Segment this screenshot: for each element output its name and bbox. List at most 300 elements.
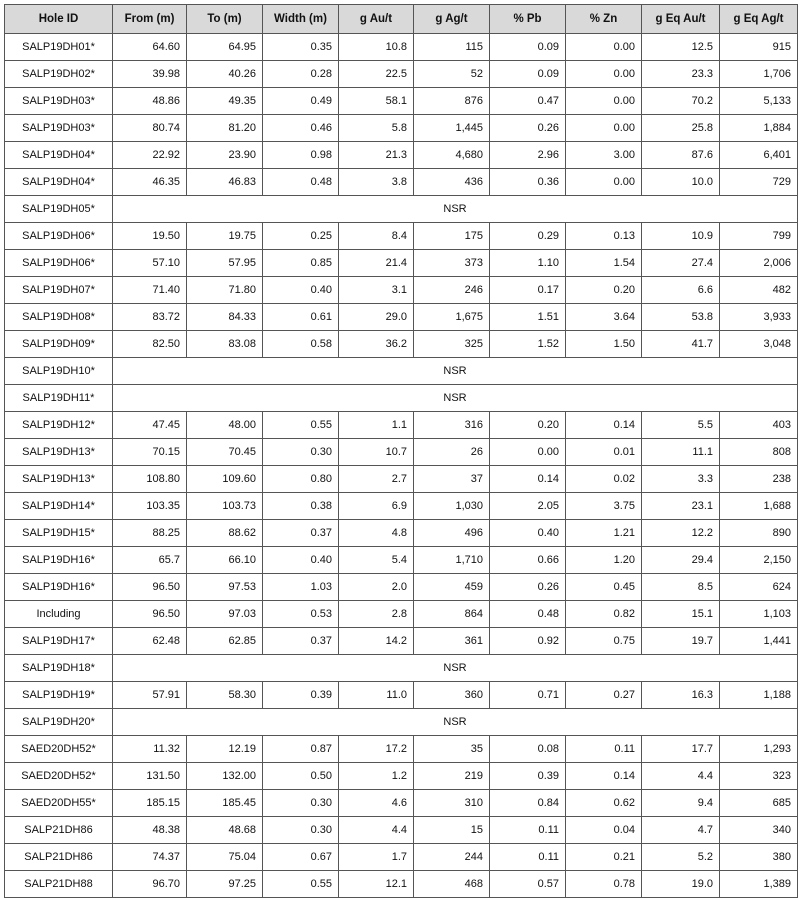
- value-cell: 22.92: [113, 142, 187, 169]
- value-cell: 6.6: [642, 277, 720, 304]
- col-header-pb: % Pb: [490, 5, 566, 34]
- value-cell: 0.57: [490, 871, 566, 898]
- value-cell: 0.48: [490, 601, 566, 628]
- value-cell: 1,389: [720, 871, 798, 898]
- value-cell: 5.2: [642, 844, 720, 871]
- value-cell: 0.01: [566, 439, 642, 466]
- value-cell: 1,445: [414, 115, 490, 142]
- value-cell: 64.60: [113, 34, 187, 61]
- value-cell: 1.52: [490, 331, 566, 358]
- hole-id-cell: SALP19DH15*: [5, 520, 113, 547]
- hole-id-cell: SALP19DH05*: [5, 196, 113, 223]
- value-cell: 1.50: [566, 331, 642, 358]
- hole-id-cell: SALP19DH02*: [5, 61, 113, 88]
- value-cell: 5.5: [642, 412, 720, 439]
- value-cell: 1.54: [566, 250, 642, 277]
- value-cell: 53.8: [642, 304, 720, 331]
- hole-id-cell: SALP19DH09*: [5, 331, 113, 358]
- value-cell: 238: [720, 466, 798, 493]
- value-cell: 3.1: [339, 277, 414, 304]
- value-cell: 0.11: [566, 736, 642, 763]
- value-cell: 0.26: [490, 115, 566, 142]
- value-cell: 0.67: [263, 844, 339, 871]
- value-cell: 0.40: [263, 547, 339, 574]
- value-cell: 70.15: [113, 439, 187, 466]
- table-row: [5, 763, 798, 790]
- value-cell: 436: [414, 169, 490, 196]
- hole-id-cell: SALP19DH13*: [5, 466, 113, 493]
- value-cell: 39.98: [113, 61, 187, 88]
- hole-id-cell: SALP19DH07*: [5, 277, 113, 304]
- value-cell: 0.92: [490, 628, 566, 655]
- value-cell: 0.30: [263, 439, 339, 466]
- value-cell: 97.25: [187, 871, 263, 898]
- value-cell: 12.19: [187, 736, 263, 763]
- value-cell: 16.3: [642, 682, 720, 709]
- value-cell: 729: [720, 169, 798, 196]
- table-row: [5, 412, 798, 439]
- table-row: [5, 304, 798, 331]
- hole-id-cell: SAED20DH52*: [5, 736, 113, 763]
- hole-id-cell: SALP19DH06*: [5, 223, 113, 250]
- hole-id-cell: SALP21DH86: [5, 844, 113, 871]
- value-cell: 0.40: [490, 520, 566, 547]
- value-cell: 2.0: [339, 574, 414, 601]
- table-row: [5, 520, 798, 547]
- value-cell: 12.1: [339, 871, 414, 898]
- value-cell: 0.55: [263, 412, 339, 439]
- value-cell: 6,401: [720, 142, 798, 169]
- value-cell: 47.45: [113, 412, 187, 439]
- value-cell: 799: [720, 223, 798, 250]
- value-cell: 4.8: [339, 520, 414, 547]
- value-cell: 316: [414, 412, 490, 439]
- value-cell: 46.35: [113, 169, 187, 196]
- value-cell: 83.72: [113, 304, 187, 331]
- value-cell: 1,293: [720, 736, 798, 763]
- value-cell: 361: [414, 628, 490, 655]
- value-cell: 0.49: [263, 88, 339, 115]
- col-header-eq-au: g Eq Au/t: [642, 5, 720, 34]
- table-row: [5, 277, 798, 304]
- nsr-cell: NSR: [113, 709, 798, 736]
- value-cell: 115: [414, 34, 490, 61]
- value-cell: 0.87: [263, 736, 339, 763]
- value-cell: 37: [414, 466, 490, 493]
- value-cell: 40.26: [187, 61, 263, 88]
- value-cell: 81.20: [187, 115, 263, 142]
- value-cell: 57.10: [113, 250, 187, 277]
- value-cell: 103.73: [187, 493, 263, 520]
- table-row: [5, 628, 798, 655]
- hole-id-cell: SALP19DH03*: [5, 115, 113, 142]
- value-cell: 15: [414, 817, 490, 844]
- value-cell: 10.9: [642, 223, 720, 250]
- hole-id-cell: SALP21DH88: [5, 871, 113, 898]
- hole-id-cell: SAED20DH52*: [5, 763, 113, 790]
- value-cell: 4.4: [339, 817, 414, 844]
- value-cell: 131.50: [113, 763, 187, 790]
- value-cell: 0.66: [490, 547, 566, 574]
- value-cell: 48.00: [187, 412, 263, 439]
- value-cell: 21.3: [339, 142, 414, 169]
- value-cell: 1.20: [566, 547, 642, 574]
- value-cell: 373: [414, 250, 490, 277]
- value-cell: 27.4: [642, 250, 720, 277]
- value-cell: 48.38: [113, 817, 187, 844]
- value-cell: 1,030: [414, 493, 490, 520]
- value-cell: 1.2: [339, 763, 414, 790]
- value-cell: 71.80: [187, 277, 263, 304]
- value-cell: 0.48: [263, 169, 339, 196]
- table-body: [5, 34, 798, 898]
- hole-id-cell: SALP19DH13*: [5, 439, 113, 466]
- col-header-au: g Au/t: [339, 5, 414, 34]
- value-cell: 0.14: [490, 466, 566, 493]
- value-cell: 1,675: [414, 304, 490, 331]
- value-cell: 70.2: [642, 88, 720, 115]
- table-row: [5, 169, 798, 196]
- value-cell: 2,006: [720, 250, 798, 277]
- table-row: [5, 817, 798, 844]
- value-cell: 22.5: [339, 61, 414, 88]
- value-cell: 0.21: [566, 844, 642, 871]
- value-cell: 80.74: [113, 115, 187, 142]
- value-cell: 2.96: [490, 142, 566, 169]
- hole-id-cell: SALP19DH19*: [5, 682, 113, 709]
- value-cell: 0.29: [490, 223, 566, 250]
- value-cell: 0.13: [566, 223, 642, 250]
- value-cell: 58.1: [339, 88, 414, 115]
- col-header-ag: g Ag/t: [414, 5, 490, 34]
- col-header-zn: % Zn: [566, 5, 642, 34]
- value-cell: 246: [414, 277, 490, 304]
- table-row: [5, 844, 798, 871]
- table-row: [5, 358, 798, 385]
- value-cell: 0.36: [490, 169, 566, 196]
- hole-id-cell: Including: [5, 601, 113, 628]
- value-cell: 10.0: [642, 169, 720, 196]
- value-cell: 132.00: [187, 763, 263, 790]
- hole-id-cell: SAED20DH55*: [5, 790, 113, 817]
- table-row: [5, 196, 798, 223]
- value-cell: 74.37: [113, 844, 187, 871]
- value-cell: 0.71: [490, 682, 566, 709]
- value-cell: 0.26: [490, 574, 566, 601]
- value-cell: 2.7: [339, 466, 414, 493]
- value-cell: 19.7: [642, 628, 720, 655]
- value-cell: 11.32: [113, 736, 187, 763]
- value-cell: 8.4: [339, 223, 414, 250]
- value-cell: 75.04: [187, 844, 263, 871]
- value-cell: 58.30: [187, 682, 263, 709]
- hole-id-cell: SALP21DH86: [5, 817, 113, 844]
- value-cell: 71.40: [113, 277, 187, 304]
- value-cell: 3.00: [566, 142, 642, 169]
- value-cell: 482: [720, 277, 798, 304]
- value-cell: 0.37: [263, 520, 339, 547]
- value-cell: 10.7: [339, 439, 414, 466]
- table-row: [5, 709, 798, 736]
- value-cell: 23.3: [642, 61, 720, 88]
- value-cell: 360: [414, 682, 490, 709]
- value-cell: 48.86: [113, 88, 187, 115]
- table-row: [5, 466, 798, 493]
- table-row: [5, 574, 798, 601]
- value-cell: 0.98: [263, 142, 339, 169]
- value-cell: 1.7: [339, 844, 414, 871]
- value-cell: 96.50: [113, 601, 187, 628]
- value-cell: 4,680: [414, 142, 490, 169]
- value-cell: 35: [414, 736, 490, 763]
- value-cell: 808: [720, 439, 798, 466]
- value-cell: 0.45: [566, 574, 642, 601]
- nsr-cell: NSR: [113, 385, 798, 412]
- hole-id-cell: SALP19DH16*: [5, 574, 113, 601]
- value-cell: 310: [414, 790, 490, 817]
- value-cell: 21.4: [339, 250, 414, 277]
- table-row: [5, 547, 798, 574]
- value-cell: 380: [720, 844, 798, 871]
- value-cell: 0.00: [566, 169, 642, 196]
- value-cell: 0.09: [490, 34, 566, 61]
- value-cell: 403: [720, 412, 798, 439]
- hole-id-cell: SALP19DH12*: [5, 412, 113, 439]
- value-cell: 0.53: [263, 601, 339, 628]
- value-cell: 1,688: [720, 493, 798, 520]
- value-cell: 1.1: [339, 412, 414, 439]
- value-cell: 468: [414, 871, 490, 898]
- value-cell: 109.60: [187, 466, 263, 493]
- table-row: [5, 871, 798, 898]
- hole-id-cell: SALP19DH03*: [5, 88, 113, 115]
- value-cell: 66.10: [187, 547, 263, 574]
- value-cell: 0.55: [263, 871, 339, 898]
- value-cell: 1.10: [490, 250, 566, 277]
- hole-id-cell: SALP19DH10*: [5, 358, 113, 385]
- hole-id-cell: SALP19DH17*: [5, 628, 113, 655]
- hole-id-cell: SALP19DH01*: [5, 34, 113, 61]
- value-cell: 17.7: [642, 736, 720, 763]
- value-cell: 0.62: [566, 790, 642, 817]
- hole-id-cell: SALP19DH04*: [5, 142, 113, 169]
- value-cell: 88.25: [113, 520, 187, 547]
- col-header-from: From (m): [113, 5, 187, 34]
- value-cell: 685: [720, 790, 798, 817]
- value-cell: 12.5: [642, 34, 720, 61]
- value-cell: 62.85: [187, 628, 263, 655]
- table-row: [5, 88, 798, 115]
- value-cell: 219: [414, 763, 490, 790]
- value-cell: 624: [720, 574, 798, 601]
- value-cell: 57.95: [187, 250, 263, 277]
- value-cell: 1,188: [720, 682, 798, 709]
- value-cell: 323: [720, 763, 798, 790]
- value-cell: 0.11: [490, 844, 566, 871]
- value-cell: 29.4: [642, 547, 720, 574]
- value-cell: 64.95: [187, 34, 263, 61]
- value-cell: 88.62: [187, 520, 263, 547]
- value-cell: 19.50: [113, 223, 187, 250]
- value-cell: 97.53: [187, 574, 263, 601]
- value-cell: 185.15: [113, 790, 187, 817]
- table-row: [5, 439, 798, 466]
- hole-id-cell: SALP19DH16*: [5, 547, 113, 574]
- value-cell: 0.17: [490, 277, 566, 304]
- drill-results-table: [4, 4, 798, 898]
- col-header-width: Width (m): [263, 5, 339, 34]
- value-cell: 1.21: [566, 520, 642, 547]
- table-row: [5, 385, 798, 412]
- value-cell: 0.39: [263, 682, 339, 709]
- value-cell: 0.20: [566, 277, 642, 304]
- value-cell: 1,441: [720, 628, 798, 655]
- value-cell: 0.20: [490, 412, 566, 439]
- value-cell: 11.1: [642, 439, 720, 466]
- table-row: [5, 736, 798, 763]
- value-cell: 5,133: [720, 88, 798, 115]
- value-cell: 0.61: [263, 304, 339, 331]
- value-cell: 915: [720, 34, 798, 61]
- value-cell: 3.3: [642, 466, 720, 493]
- table-row: [5, 790, 798, 817]
- hole-id-cell: SALP19DH06*: [5, 250, 113, 277]
- value-cell: 876: [414, 88, 490, 115]
- table-row: [5, 223, 798, 250]
- hole-id-cell: SALP19DH04*: [5, 169, 113, 196]
- value-cell: 12.2: [642, 520, 720, 547]
- value-cell: 26: [414, 439, 490, 466]
- value-cell: 49.35: [187, 88, 263, 115]
- value-cell: 0.00: [566, 115, 642, 142]
- value-cell: 4.7: [642, 817, 720, 844]
- value-cell: 48.68: [187, 817, 263, 844]
- value-cell: 0.46: [263, 115, 339, 142]
- value-cell: 0.00: [566, 61, 642, 88]
- value-cell: 23.90: [187, 142, 263, 169]
- value-cell: 0.00: [566, 34, 642, 61]
- value-cell: 5.4: [339, 547, 414, 574]
- nsr-cell: NSR: [113, 196, 798, 223]
- header-row: [5, 5, 798, 34]
- table-row: [5, 331, 798, 358]
- value-cell: 0.35: [263, 34, 339, 61]
- value-cell: 0.27: [566, 682, 642, 709]
- value-cell: 19.0: [642, 871, 720, 898]
- hole-id-cell: SALP19DH11*: [5, 385, 113, 412]
- value-cell: 0.38: [263, 493, 339, 520]
- value-cell: 0.80: [263, 466, 339, 493]
- value-cell: 97.03: [187, 601, 263, 628]
- value-cell: 62.48: [113, 628, 187, 655]
- value-cell: 6.9: [339, 493, 414, 520]
- value-cell: 83.08: [187, 331, 263, 358]
- value-cell: 0.39: [490, 763, 566, 790]
- value-cell: 3.64: [566, 304, 642, 331]
- hole-id-cell: SALP19DH18*: [5, 655, 113, 682]
- value-cell: 57.91: [113, 682, 187, 709]
- value-cell: 19.75: [187, 223, 263, 250]
- value-cell: 496: [414, 520, 490, 547]
- value-cell: 2,150: [720, 547, 798, 574]
- value-cell: 0.02: [566, 466, 642, 493]
- value-cell: 1,710: [414, 547, 490, 574]
- value-cell: 3,933: [720, 304, 798, 331]
- value-cell: 175: [414, 223, 490, 250]
- table-row: [5, 601, 798, 628]
- value-cell: 0.00: [490, 439, 566, 466]
- value-cell: 864: [414, 601, 490, 628]
- value-cell: 0.30: [263, 817, 339, 844]
- value-cell: 0.08: [490, 736, 566, 763]
- value-cell: 4.6: [339, 790, 414, 817]
- value-cell: 3,048: [720, 331, 798, 358]
- value-cell: 0.37: [263, 628, 339, 655]
- value-cell: 2.8: [339, 601, 414, 628]
- value-cell: 10.8: [339, 34, 414, 61]
- value-cell: 82.50: [113, 331, 187, 358]
- value-cell: 9.4: [642, 790, 720, 817]
- value-cell: 103.35: [113, 493, 187, 520]
- value-cell: 2.05: [490, 493, 566, 520]
- value-cell: 0.47: [490, 88, 566, 115]
- value-cell: 29.0: [339, 304, 414, 331]
- value-cell: 340: [720, 817, 798, 844]
- nsr-cell: NSR: [113, 358, 798, 385]
- value-cell: 1.03: [263, 574, 339, 601]
- value-cell: 84.33: [187, 304, 263, 331]
- value-cell: 0.30: [263, 790, 339, 817]
- value-cell: 3.75: [566, 493, 642, 520]
- value-cell: 65.7: [113, 547, 187, 574]
- value-cell: 17.2: [339, 736, 414, 763]
- value-cell: 5.8: [339, 115, 414, 142]
- value-cell: 96.50: [113, 574, 187, 601]
- value-cell: 244: [414, 844, 490, 871]
- value-cell: 70.45: [187, 439, 263, 466]
- nsr-cell: NSR: [113, 655, 798, 682]
- hole-id-cell: SALP19DH14*: [5, 493, 113, 520]
- hole-id-cell: SALP19DH20*: [5, 709, 113, 736]
- value-cell: 0.85: [263, 250, 339, 277]
- value-cell: 0.14: [566, 763, 642, 790]
- value-cell: 14.2: [339, 628, 414, 655]
- value-cell: 1,103: [720, 601, 798, 628]
- value-cell: 890: [720, 520, 798, 547]
- value-cell: 0.78: [566, 871, 642, 898]
- value-cell: 325: [414, 331, 490, 358]
- value-cell: 11.0: [339, 682, 414, 709]
- value-cell: 185.45: [187, 790, 263, 817]
- value-cell: 52: [414, 61, 490, 88]
- value-cell: 0.11: [490, 817, 566, 844]
- table-row: [5, 493, 798, 520]
- table-row: [5, 115, 798, 142]
- col-header-to: To (m): [187, 5, 263, 34]
- value-cell: 0.28: [263, 61, 339, 88]
- value-cell: 25.8: [642, 115, 720, 142]
- value-cell: 36.2: [339, 331, 414, 358]
- value-cell: 41.7: [642, 331, 720, 358]
- value-cell: 459: [414, 574, 490, 601]
- value-cell: 0.40: [263, 277, 339, 304]
- value-cell: 1.51: [490, 304, 566, 331]
- table-row: [5, 61, 798, 88]
- table-row: [5, 682, 798, 709]
- value-cell: 0.58: [263, 331, 339, 358]
- value-cell: 46.83: [187, 169, 263, 196]
- value-cell: 1,884: [720, 115, 798, 142]
